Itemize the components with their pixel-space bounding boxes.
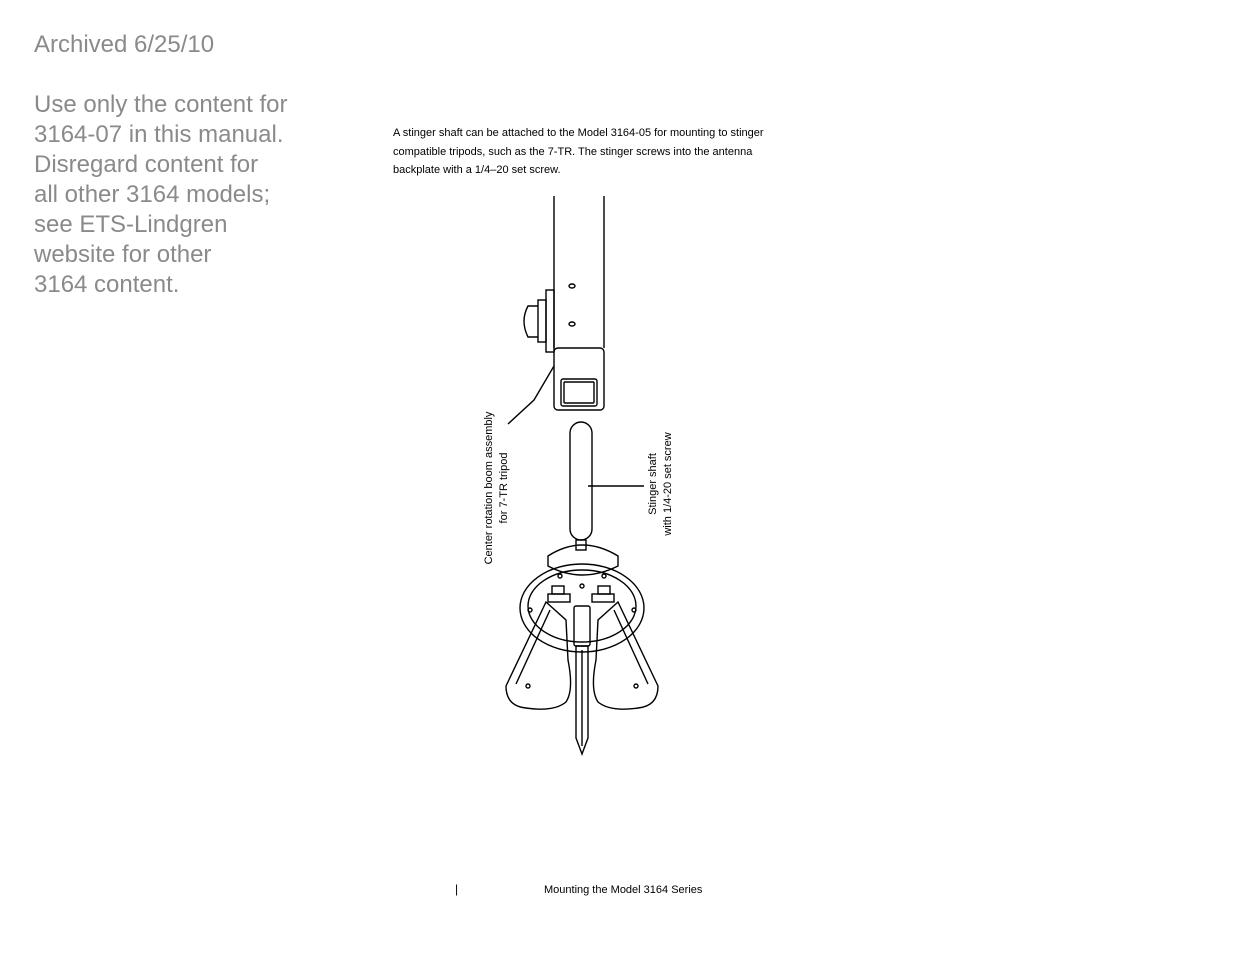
archive-message-line: all other 3164 models; [34, 181, 271, 208]
callout-label-right: Stinger shaft [647, 453, 659, 515]
backplate-disc [520, 564, 644, 652]
intro-line: A stinger shaft can be attached to the Model 3164-05 for mounting to stinger [393, 127, 764, 139]
archive-message-line: Use only the content for [34, 91, 288, 118]
archive-message [34, 90, 334, 300]
footer-section-title: Mounting the Model 3164 Series [544, 884, 703, 896]
stinger-mount-figure [470, 190, 700, 760]
antenna-arm-left [506, 602, 571, 709]
intro-paragraph [393, 124, 833, 180]
footer-separator: | [455, 882, 459, 896]
antenna-arm-right [593, 602, 658, 709]
intro-line: compatible tripods, such as the 7-TR. The stinger screws into the antenna [393, 145, 753, 158]
archive-notice [34, 30, 334, 300]
archive-message-line: 3164 content. [34, 271, 180, 298]
archive-message-line: Disregard content for [34, 151, 259, 178]
archive-message-line: website for other [34, 241, 212, 268]
archive-date: Archived 6/25/10 [34, 31, 215, 58]
boom-tube [554, 196, 604, 348]
intro-line: backplate with a 1/4–20 set screw. [393, 164, 561, 176]
callout-leader-left [508, 366, 554, 424]
stinger-mount-illustration [470, 190, 700, 760]
callout-label-left: Center rotation boom assembly [483, 411, 495, 565]
stinger-shaft [570, 422, 592, 540]
side-knob [524, 290, 554, 352]
callout-label-left: for 7-TR tripod [498, 452, 510, 524]
boom-end-block [554, 348, 604, 410]
callout-label-right: with 1/4-20 set screw [662, 432, 674, 536]
center-element-spike [574, 606, 590, 754]
archive-message-line: see ETS-Lindgren [34, 211, 228, 238]
archive-message-line: 3164-07 in this manual. [34, 121, 284, 148]
